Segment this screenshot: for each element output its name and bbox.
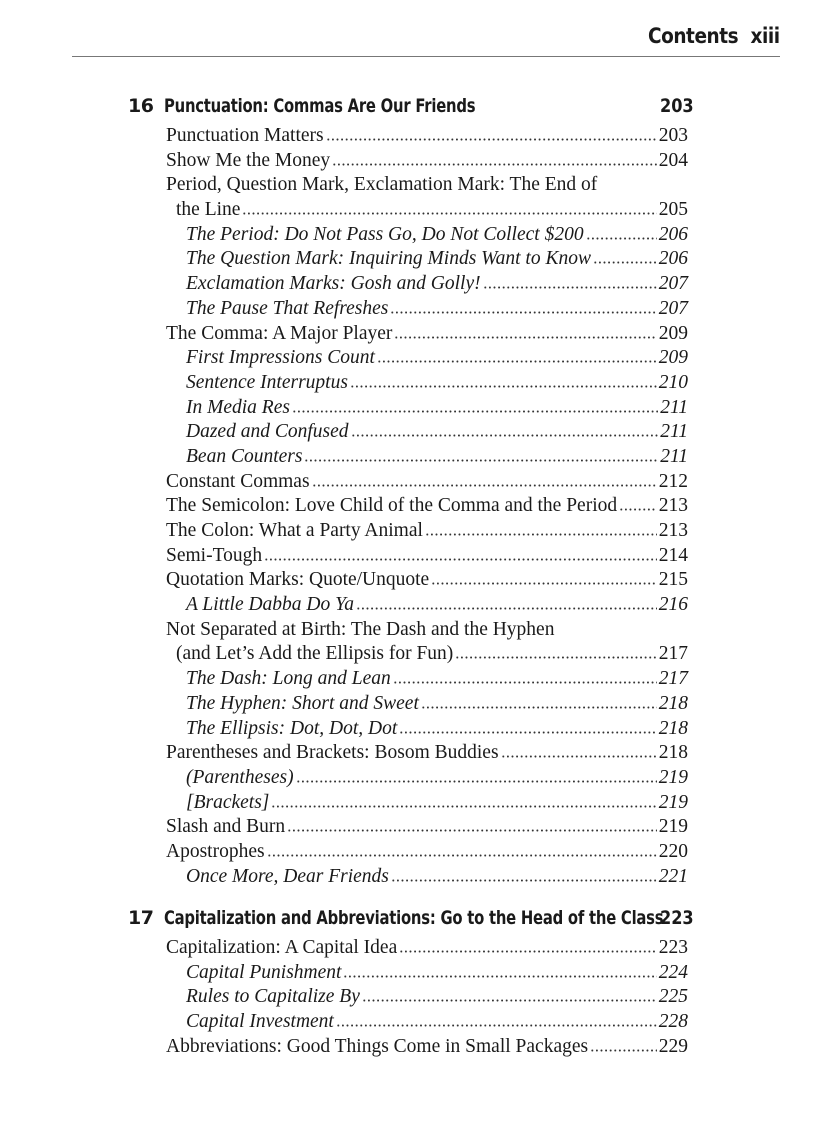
toc-entry-page: 214 [658, 544, 688, 566]
toc-entry-page: 217 [658, 668, 688, 690]
dot-leader [391, 876, 657, 882]
toc-entry[interactable] [166, 766, 688, 791]
page-number: xiii [750, 24, 780, 48]
toc-entry-title: (Parentheses) [186, 766, 294, 788]
dot-leader [399, 728, 656, 734]
dot-leader [356, 604, 657, 610]
toc-entry-page: 207 [658, 273, 688, 295]
dot-leader [271, 802, 656, 808]
toc-entry[interactable] [166, 1035, 688, 1060]
toc-entry[interactable] [166, 198, 688, 223]
toc-entry-page: 219 [658, 791, 688, 813]
dot-leader [332, 160, 657, 166]
dot-leader [296, 777, 657, 783]
toc-entry-page: 210 [658, 371, 688, 393]
dot-leader [425, 530, 657, 536]
chapter-title: Capitalization and Abbreviations: Go to the Head of the Class [164, 907, 664, 929]
toc-entry-page: 211 [660, 445, 688, 467]
toc-entry-title: Punctuation Matters [166, 125, 324, 146]
dot-leader [393, 678, 657, 684]
toc-entry-page: 229 [658, 1035, 688, 1057]
toc-entry-page: 213 [658, 520, 688, 541]
toc-entry-title: The Ellipsis: Dot, Dot, Dot [186, 717, 398, 739]
toc-entry-page: 221 [658, 865, 688, 887]
dot-leader [264, 555, 657, 561]
toc-entry-page: 228 [658, 1011, 688, 1033]
dot-leader [399, 947, 657, 953]
chapter-page: 203 [660, 95, 694, 117]
chapter-number: 17 [128, 907, 154, 929]
toc-entry-page: 205 [658, 199, 688, 221]
chapter-page: 223 [660, 907, 694, 929]
toc-entry-page: 215 [658, 569, 688, 591]
dot-leader [362, 996, 657, 1002]
toc-entry-page: 217 [658, 643, 688, 665]
toc-entry-title: Capitalization: A Capital Idea [166, 937, 398, 958]
toc-entry[interactable] [166, 692, 688, 717]
running-head-title: Contents [648, 24, 739, 48]
dot-leader [390, 308, 656, 314]
chapter-heading-17[interactable] [128, 904, 694, 934]
toc-entry[interactable] [166, 961, 688, 986]
toc-entry-title: Apostrophes [166, 840, 265, 862]
toc-entry-title: Capital Punishment [186, 961, 342, 983]
toc-entry-page: 218 [658, 717, 688, 739]
chapter-number: 16 [128, 95, 154, 117]
toc-entry[interactable] [166, 840, 688, 865]
toc-entry[interactable] [166, 865, 688, 890]
toc-entry-title: The Hyphen: Short and Sweet [186, 692, 419, 714]
running-head [72, 18, 780, 57]
toc-entry[interactable] [166, 149, 688, 174]
toc-entry-page: 207 [658, 297, 688, 319]
toc-entry[interactable] [166, 223, 688, 248]
toc-entry-title: Parentheses and Brackets: Bosom Buddies [166, 742, 499, 764]
toc-entry-title: Dazed and Confused [186, 421, 349, 443]
toc-entry[interactable] [166, 124, 688, 149]
toc-entry[interactable] [166, 173, 688, 198]
toc-entry-page: 212 [658, 470, 688, 492]
running-head-text [648, 24, 780, 48]
dot-leader [377, 357, 657, 363]
toc-entry[interactable] [166, 272, 688, 297]
toc-entry[interactable] [166, 593, 688, 618]
toc-entry-page: 203 [658, 125, 688, 146]
toc-entry-title: The Colon: What a Party Animal [166, 520, 423, 541]
toc-entry[interactable] [166, 371, 688, 396]
toc-entry-page: 213 [658, 495, 688, 517]
toc-entry-title: Rules to Capitalize By [186, 986, 360, 1008]
toc-list-chapter-16 [166, 124, 688, 889]
toc-entry-title: Semi-Tough [166, 544, 263, 566]
toc-entry-title: The Semicolon: Love Child of the Comma and the Period [166, 495, 618, 517]
toc-entry-title: Show Me the Money [166, 149, 331, 171]
toc-entry-title: In Media Res [186, 396, 290, 418]
toc-entry[interactable] [166, 420, 688, 445]
toc-entry-title: Not Separated at Birth: The Dash and the Hyphen [166, 618, 555, 640]
toc-entry-title: The Dash: Long and Lean [186, 668, 391, 690]
toc-entry-page: 224 [658, 961, 688, 983]
dot-leader [343, 972, 656, 978]
toc-entry-title: Quotation Marks: Quote/Unquote [166, 569, 430, 591]
toc-entry-title: The Question Mark: Inquiring Minds Want to Know [186, 248, 591, 270]
toc-entry-title: Exclamation Marks: Gosh and Golly! [186, 273, 481, 295]
toc-entry[interactable] [166, 667, 688, 692]
toc-entry[interactable] [166, 791, 688, 816]
toc-entry[interactable] [166, 346, 688, 371]
toc-entry[interactable] [166, 1010, 688, 1035]
toc-entry[interactable] [166, 618, 688, 643]
toc-entry-title: The Pause That Refreshes [186, 297, 389, 319]
toc-entry-page: 220 [658, 840, 688, 862]
toc-entry[interactable] [166, 297, 688, 322]
toc-entry-title: [Brackets] [186, 791, 270, 813]
dot-leader [590, 1046, 657, 1052]
toc-entry[interactable] [166, 445, 688, 470]
toc-entry[interactable] [166, 985, 688, 1010]
toc-entry[interactable] [166, 470, 688, 495]
dot-leader [267, 851, 657, 857]
toc-entry-page: 211 [660, 421, 688, 443]
toc-entry-page: 204 [658, 149, 688, 171]
dot-leader [242, 209, 656, 215]
toc-entry[interactable] [166, 544, 688, 569]
toc-entry-page: 223 [658, 937, 688, 958]
toc-entry-title: Sentence Interruptus [186, 371, 348, 393]
dot-leader [312, 481, 657, 487]
toc-entry-title: Once More, Dear Friends [186, 865, 389, 887]
toc-entry-page: 219 [658, 766, 688, 788]
toc-entry[interactable] [166, 322, 688, 347]
toc-entry-title: Capital Investment [186, 1011, 334, 1033]
toc-entry-title: Slash and Burn [166, 816, 286, 838]
dot-leader [394, 333, 656, 339]
toc-entry[interactable] [166, 717, 688, 742]
dot-leader [586, 234, 657, 240]
toc-entry-page: 206 [658, 223, 688, 245]
dot-leader [455, 653, 656, 659]
toc-entry-page: 209 [658, 322, 688, 344]
dot-leader [350, 382, 657, 388]
dot-leader [304, 456, 658, 462]
toc-entry-page: 206 [658, 248, 688, 270]
toc-entry-page: 209 [658, 347, 688, 369]
toc-entry[interactable] [166, 494, 688, 519]
toc-entry[interactable] [166, 519, 688, 544]
dot-leader [336, 1021, 657, 1027]
toc-entry[interactable] [166, 642, 688, 667]
toc-entry-title: Bean Counters [186, 445, 303, 467]
toc-entry-title: (and Let’s Add the Ellipsis for Fun) [176, 643, 454, 665]
toc-entry-title: Abbreviations: Good Things Come in Small Packages [166, 1035, 589, 1057]
toc-entry-page: 211 [660, 396, 688, 418]
toc-entry-page: 216 [658, 594, 688, 616]
toc-entry-title: the Line [176, 199, 241, 221]
dot-leader [421, 703, 657, 709]
dot-leader [292, 407, 658, 413]
toc-entry-title: A Little Dabba Do Ya [186, 594, 354, 616]
toc-entry[interactable] [166, 396, 688, 421]
toc-entry[interactable] [166, 741, 688, 766]
toc-entry[interactable] [166, 247, 688, 272]
dot-leader [619, 505, 657, 511]
toc-entry-title: The Period: Do Not Pass Go, Do Not Collect $200 [186, 223, 584, 245]
dot-leader [287, 826, 657, 832]
dot-leader [431, 579, 657, 585]
chapter-heading-16[interactable] [128, 92, 694, 122]
toc-entry[interactable] [166, 568, 688, 593]
dot-leader [501, 752, 657, 758]
dot-leader [351, 431, 659, 437]
dot-leader [593, 258, 657, 264]
toc-entry-page: 225 [658, 986, 688, 1008]
toc-list-chapter-17 [166, 936, 688, 1059]
chapter-title: Punctuation: Commas Are Our Friends [164, 95, 476, 117]
toc-entry-title: First Impressions Count [186, 347, 375, 369]
toc-entry-page: 218 [658, 692, 688, 714]
toc-entry[interactable] [166, 815, 688, 840]
toc-entry-title: Constant Commas [166, 470, 310, 492]
toc-entry-title: The Comma: A Major Player [166, 322, 393, 344]
toc-entry-page: 218 [658, 742, 688, 764]
toc-entry[interactable] [166, 936, 688, 961]
toc-entry-page: 219 [658, 816, 688, 838]
dot-leader [326, 135, 657, 141]
dot-leader [483, 283, 657, 289]
toc-entry-title: Period, Question Mark, Exclamation Mark: The End of [166, 174, 598, 196]
